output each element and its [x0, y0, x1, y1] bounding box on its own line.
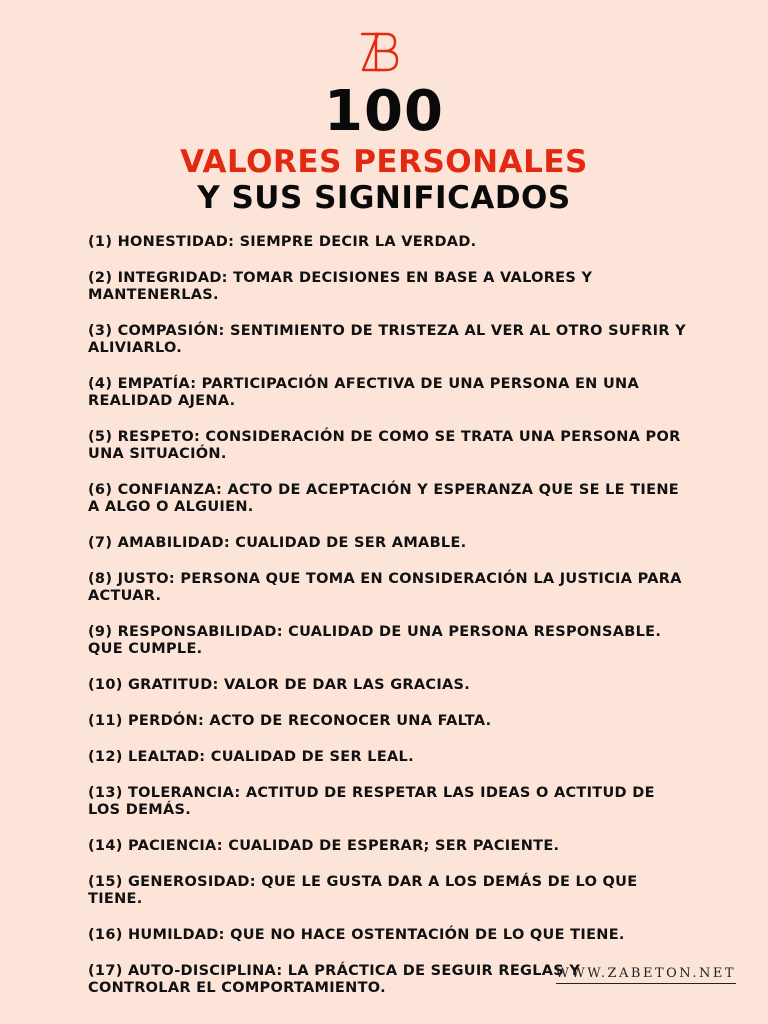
title-line-black: Y SUS SIGNIFICADOS [197, 180, 571, 216]
value-item-7: (7) AMABILIDAD: CUALIDAD DE SER AMABLE. [88, 535, 467, 551]
value-item-15: (15) GENEROSIDAD: QUE LE GUSTA DAR A LOS DEMÁS DE LO QUE TIENE. [88, 874, 638, 907]
value-item-10: (10) GRATITUD: VALOR DE DAR LAS GRACIAS. [88, 677, 471, 693]
zb-logo-icon [350, 30, 410, 75]
value-item-16: (16) HUMILDAD: QUE NO HACE OSTENTACIÓN DE LO QUE TIENE. [88, 927, 625, 943]
value-item-11: (11) PERDÓN: ACTO DE RECONOCER UNA FALTA. [88, 713, 492, 729]
website-link[interactable]: WWW.ZABETON.NET [556, 966, 736, 984]
value-item-3: (3) COMPASIÓN: SENTIMIENTO DE TRISTEZA AL VER AL OTRO SUFRIR Y ALIVIARLO. [88, 323, 686, 356]
values-list [88, 234, 688, 1016]
title-number: 100 [324, 79, 444, 144]
value-item-12: (12) LEALTAD: CUALIDAD DE SER LEAL. [88, 749, 414, 765]
title-line-red: VALORES PERSONALES [180, 144, 588, 180]
value-item-1: (1) HONESTIDAD: SIEMPRE DECIR LA VERDAD. [88, 234, 477, 250]
value-item-9: (9) RESPONSABILIDAD: CUALIDAD DE UNA PERSONA RESPONSABLE. QUE CUMPLE. [88, 624, 662, 657]
value-item-6: (6) CONFIANZA: ACTO DE ACEPTACIÓN Y ESPERANZA QUE SE LE TIENE A ALGO O ALGUIEN. [88, 482, 679, 515]
value-item-4: (4) EMPATÍA: PARTICIPACIÓN AFECTIVA DE UNA PERSONA EN UNA REALIDAD AJENA. [88, 376, 639, 409]
value-item-14: (14) PACIENCIA: CUALIDAD DE ESPERAR; SER PACIENTE. [88, 838, 560, 854]
value-item-8: (8) JUSTO: PERSONA QUE TOMA EN CONSIDERACIÓN LA JUSTICIA PARA ACTUAR. [88, 571, 682, 604]
value-item-5: (5) RESPETO: CONSIDERACIÓN DE COMO SE TRATA UNA PERSONA POR UNA SITUACIÓN. [88, 429, 681, 462]
value-item-2: (2) INTEGRIDAD: TOMAR DECISIONES EN BASE A VALORES Y MANTENERLAS. [88, 270, 593, 303]
value-item-13: (13) TOLERANCIA: ACTITUD DE RESPETAR LAS IDEAS O ACTITUD DE LOS DEMÁS. [88, 785, 655, 818]
value-item-17: (17) AUTO-DISCIPLINA: LA PRÁCTICA DE SEGUIR REGLAS Y CONTROLAR EL COMPORTAMIENTO. [88, 963, 581, 996]
